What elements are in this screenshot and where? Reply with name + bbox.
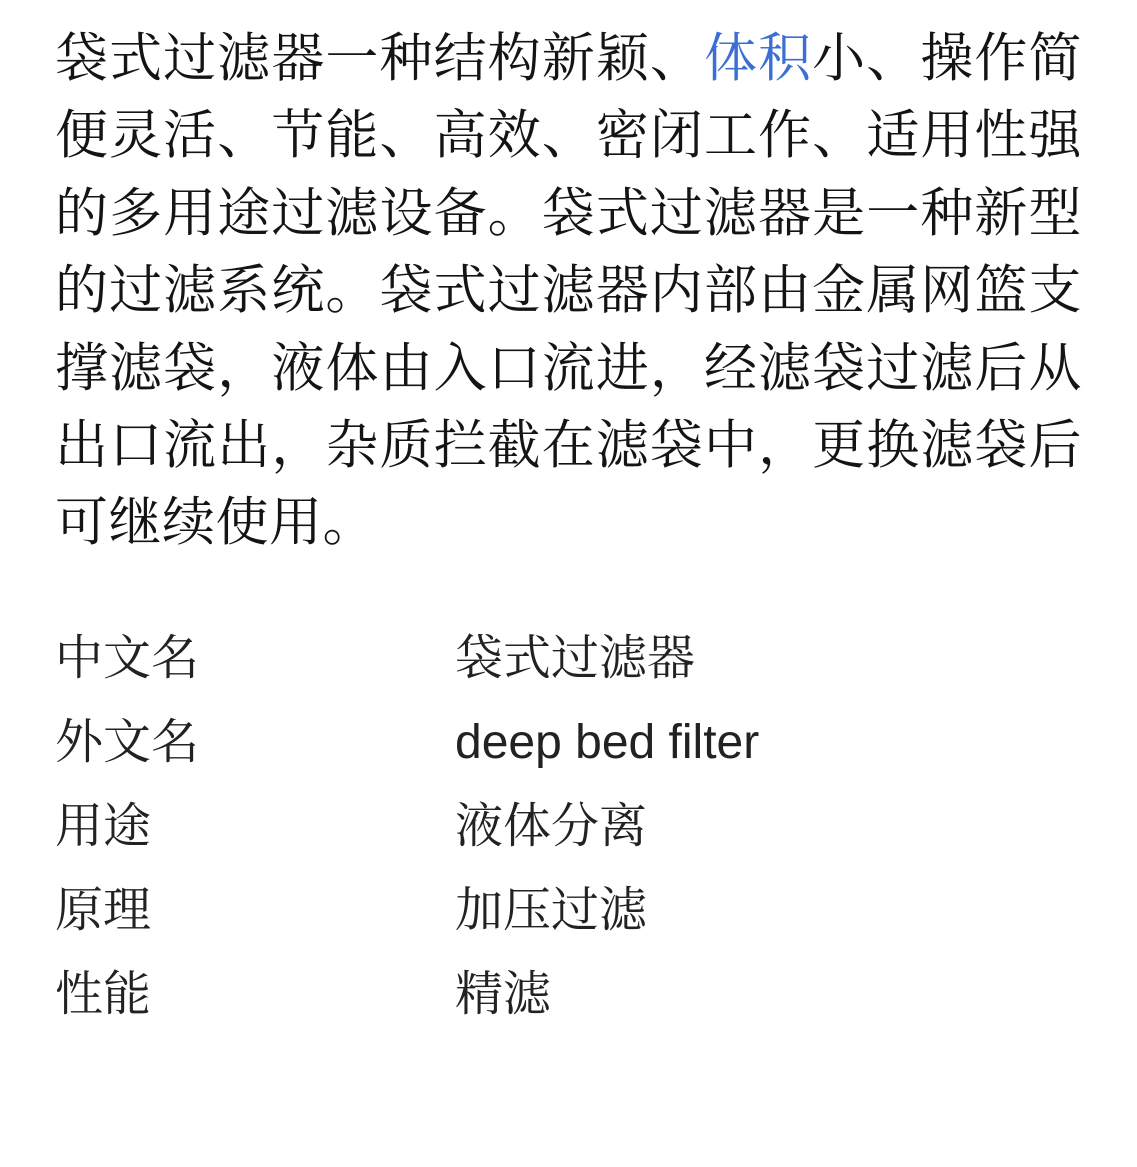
info-label: 中文名	[55, 632, 200, 686]
info-table	[55, 618, 1082, 1038]
info-value: 液体分离	[455, 800, 648, 854]
table-row	[55, 702, 1082, 786]
info-value: deep bed filter	[455, 716, 760, 770]
summary-segment-2: 小、操作简便灵活、节能、高效、密闭工作、适用性强的多用途过滤设备。袋式过滤器是一种新型的过滤系统。袋式过滤器内部由金属网篮支撑滤袋，液体由入口流进，经滤袋过滤后从出口流出，杂质拦截在滤袋中，更换滤袋后可继续使用。	[55, 29, 1083, 553]
table-row	[55, 954, 1082, 1038]
table-row	[55, 870, 1082, 954]
info-label: 性能	[55, 968, 152, 1022]
info-value: 袋式过滤器	[455, 632, 696, 686]
info-label: 用途	[55, 800, 152, 854]
info-label: 外文名	[55, 716, 200, 770]
summary-link-volume[interactable]: 体积	[704, 29, 813, 88]
info-value: 精滤	[455, 968, 552, 1022]
article-summary	[55, 20, 1082, 562]
table-row	[55, 618, 1082, 702]
table-row	[55, 786, 1082, 870]
summary-segment-1: 袋式过滤器一种结构新颖、	[55, 29, 704, 88]
info-label: 原理	[55, 884, 152, 938]
info-value: 加压过滤	[455, 884, 648, 938]
